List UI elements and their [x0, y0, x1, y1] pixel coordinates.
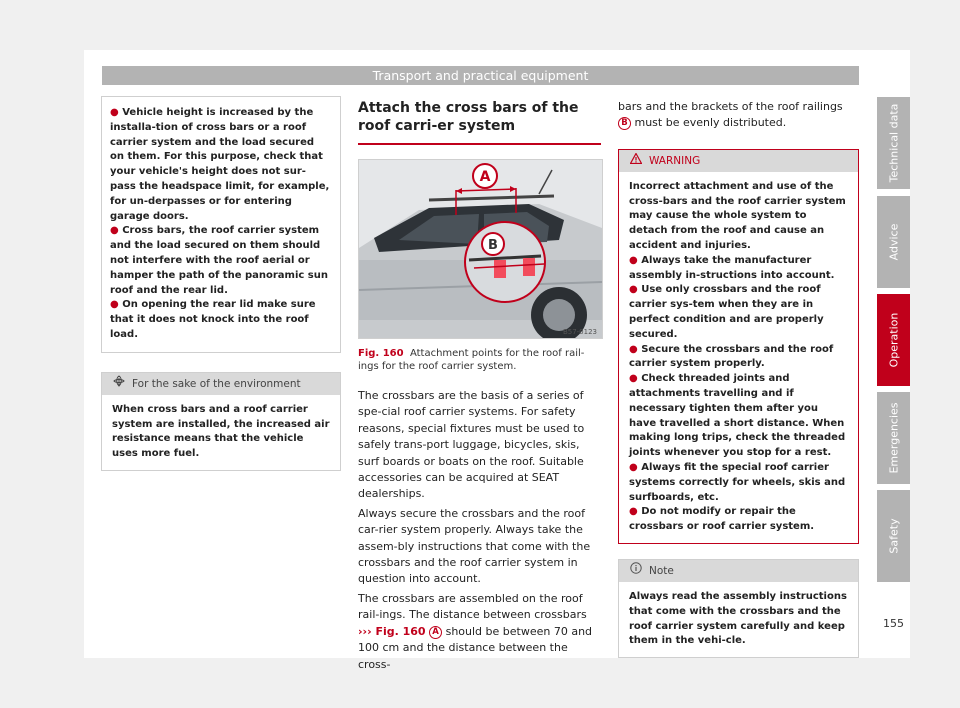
- svg-text:B: B: [488, 238, 498, 253]
- svg-text:A: A: [479, 169, 491, 185]
- bullet-item: ● Check threaded joints and attachments travelling and if necessary tighten them after you have travelled a short distance. When making long trips, check the threaded joints whenever you stop for a rest.: [629, 373, 846, 459]
- paragraph: The crossbars are the basis of a series of spe-cial roof carrier systems. For safety reasons, special fixtures must be used to safely trans-port luggage, bicycles, skis, surf boards or boats on the roof. Suitable accessories can be acquired at SEAT dealerships.: [358, 389, 585, 501]
- note-box: [618, 559, 859, 658]
- figure-link[interactable]: ››› Fig. 160: [358, 624, 426, 638]
- bullet-item: ● Secure the crossbars and the roof carrier system properly.: [629, 343, 834, 370]
- warning-box: [618, 149, 859, 544]
- middle-column: [358, 99, 601, 676]
- warning-continuation-box: [101, 96, 341, 353]
- note-text: Always read the assembly instructions that come with the crossbars and the roof carrier system carefully and keep them in the vehi-cle.: [629, 590, 847, 647]
- bullet-item: ● Vehicle height is increased by the installa-tion of cross bars or a roof carrier system and the load secured on them. For this purpose, check that your vehicle's height does not sur-pass the headspace limit, for example, for un-derpasses or for entering garage doors.: [110, 107, 330, 222]
- warning-header: WARNING: [619, 150, 858, 172]
- tab-safety[interactable]: Safety: [877, 490, 910, 582]
- environment-header: For the sake of the environment: [102, 373, 340, 395]
- right-column: [618, 99, 859, 658]
- tab-emergencies[interactable]: Emergencies: [877, 392, 910, 484]
- bullet-item: ● On opening the rear lid make sure that it does not knock into the roof load.: [110, 299, 316, 340]
- tab-advice[interactable]: Advice: [877, 196, 910, 288]
- figure-caption: Fig. 160 Attachment points for the roof rail-ings for the roof carrier system.: [358, 348, 585, 372]
- car-roof-illustration: [359, 160, 602, 338]
- bullet-item: ● Do not modify or repair the crossbars or roof carrier system.: [629, 506, 815, 533]
- leaf-icon: [112, 373, 126, 395]
- body-text: [358, 388, 601, 673]
- warning-triangle-icon: [629, 150, 643, 172]
- section-title: Attach the cross bars of the roof carri-er system: [358, 99, 601, 145]
- warning-text: Incorrect attachment and use of the cross-bars and the roof carrier system may cause the whole system to detach from the roof and cause an accident and injuries. ● Always take the manufacturer assembly in-structions into account. ● Use only crossbars and the roof carrier sys-tem when they are in perfect condition and are properly secured. ● Secure the crossbars and the roof carrier system properly. ● Check threaded joints and attachments travelling and if necessary tighten them after you have travelled a short distance. When making long trips, check the threaded joints whenever you stop for a rest. ● Always fit the special roof carrier systems correctly for wheels, skis and surfboards, etc. ● Do not modify or repair the crossbars or roof carrier system.: [619, 172, 858, 543]
- bullet-item: ● Use only crossbars and the roof carrier sys-tem when they are in perfect condition and are properly secured.: [629, 284, 824, 340]
- page-number: 155: [883, 617, 904, 630]
- continued-text: bars and the brackets of the roof railings B must be evenly distributed.: [618, 100, 843, 130]
- left-column: [101, 96, 341, 471]
- environment-box: [101, 372, 341, 471]
- tab-technical-data[interactable]: Technical data: [877, 97, 910, 189]
- svg-text:B57-0123: B57-0123: [562, 328, 597, 336]
- bullet-item: ● Always fit the special roof carrier systems correctly for wheels, skis and surfboards, etc.: [629, 461, 846, 503]
- tab-operation[interactable]: Operation: [877, 294, 910, 386]
- label-a-badge: A: [429, 626, 442, 639]
- paragraph: Always secure the crossbars and the roof car-rier system properly. Always take the assem-bly instructions that come with the crossbars and the roof carrier system in question into account.: [358, 506, 591, 586]
- label-b-badge: B: [618, 117, 631, 130]
- paragraph: The crossbars are assembled on the roof rail-ings. The distance between crossbars ››› Fig. 160 A should be between 70 and 100 cm and the distance between the cross-: [358, 591, 593, 671]
- note-header: Note: [619, 560, 858, 582]
- bullet-item: ● Cross bars, the roof carrier system and the load secured on them should not interfere with the roof aerial or hamper the path of the panoramic sun roof and the rear lid.: [110, 225, 328, 296]
- bullet-item: ● Always take the manufacturer assembly in-structions into account.: [629, 254, 835, 281]
- info-icon: [629, 560, 643, 582]
- figure-160: [358, 159, 603, 339]
- environment-text: When cross bars and a roof carrier system are installed, the increased air resistance means that the vehicle uses more fuel.: [112, 403, 330, 460]
- chapter-header: Transport and practical equipment: [102, 66, 859, 85]
